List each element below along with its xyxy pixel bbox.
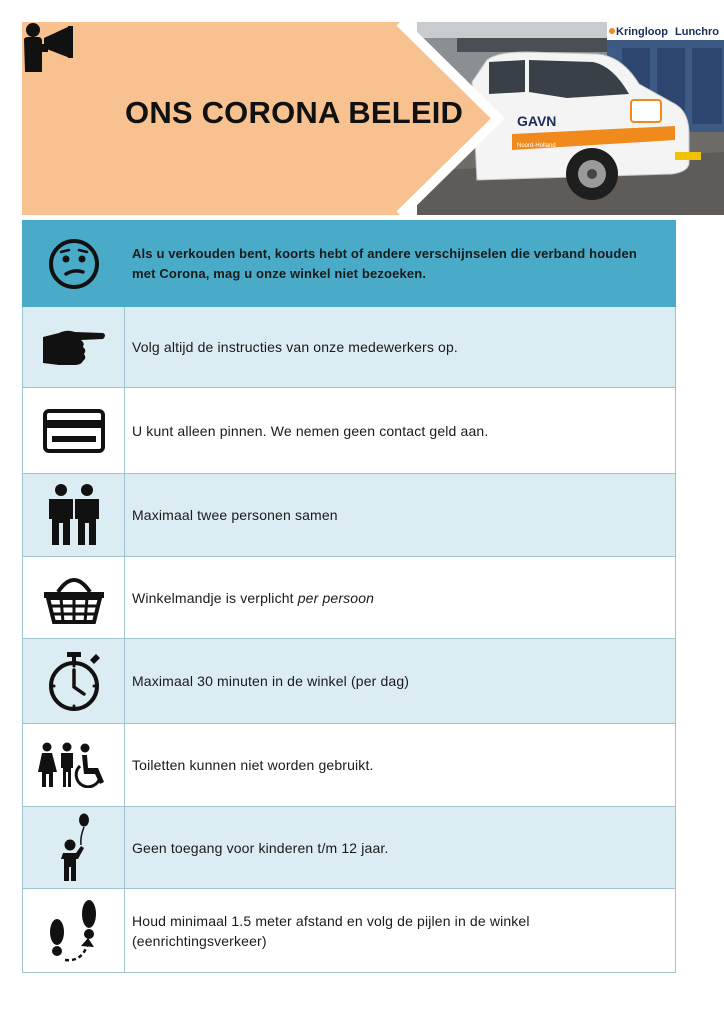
title-banner (22, 22, 522, 215)
rule-icon-cell (23, 307, 125, 388)
pointing-hand-icon (41, 325, 107, 369)
rule-row-symptoms (23, 221, 676, 307)
rule-text: Toiletten kunnen niet worden gebruikt. (125, 724, 676, 807)
rule-icon-cell (23, 557, 125, 639)
rule-row-distance (23, 889, 676, 973)
rule-row-toilets (23, 724, 676, 807)
child-balloon-icon (54, 813, 94, 883)
sick-face-icon (48, 238, 100, 290)
megaphone-icon (22, 22, 74, 74)
rule-text-emphasis: per persoon (297, 589, 375, 606)
rule-icon-cell (23, 889, 125, 973)
rule-text: Houd minimaal 1.5 meter afstand en volg de pijlen in de winkel (eenrichtingsverkeer) (125, 889, 676, 973)
van-logo-text: GAVN (517, 113, 557, 129)
van-subtext: Noord-Holland (517, 143, 556, 149)
rule-icon-cell (23, 807, 125, 889)
stopwatch-icon (46, 650, 102, 712)
rule-text: Als u verkouden bent, koorts hebt of andere verschijnselen die verband houden met Corona, mag u onze winkel niet bezoeken. (125, 221, 676, 307)
rule-text: Volg altijd de instructies van onze medewerkers op. (125, 307, 676, 388)
rule-text: Maximaal 30 minuten in de winkel (per dag) (125, 639, 676, 724)
rules-table (22, 220, 676, 973)
footsteps-icon (45, 896, 103, 966)
payment-card-icon (43, 409, 105, 453)
rule-icon-cell (23, 474, 125, 557)
rule-row-basket (23, 557, 676, 639)
rule-row-two-persons (23, 474, 676, 557)
store-sign-text-2: Lunchro (675, 26, 719, 38)
store-sign-text: Kringloop (616, 26, 668, 38)
rule-icon-cell (23, 724, 125, 807)
rule-text: Maximaal twee personen samen (125, 474, 676, 557)
toilet-icon (38, 742, 110, 788)
rule-row-payment (23, 388, 676, 474)
rule-icon-cell (23, 221, 125, 307)
two-persons-icon (45, 483, 103, 547)
page-title: ONS CORONA BELEID (125, 95, 464, 130)
rule-row-time-limit (23, 639, 676, 724)
rule-icon-cell (23, 639, 125, 724)
header (22, 22, 724, 215)
rule-text: Geen toegang voor kinderen t/m 12 jaar. (125, 807, 676, 889)
rule-text-main: Winkelmandje is verplicht (132, 589, 298, 606)
rule-icon-cell (23, 388, 125, 474)
rule-text (125, 557, 676, 639)
rule-text: U kunt alleen pinnen. We nemen geen contact geld aan. (125, 388, 676, 474)
shopping-basket-icon (42, 572, 106, 624)
rule-row-instructions (23, 307, 676, 388)
rule-row-children (23, 807, 676, 889)
